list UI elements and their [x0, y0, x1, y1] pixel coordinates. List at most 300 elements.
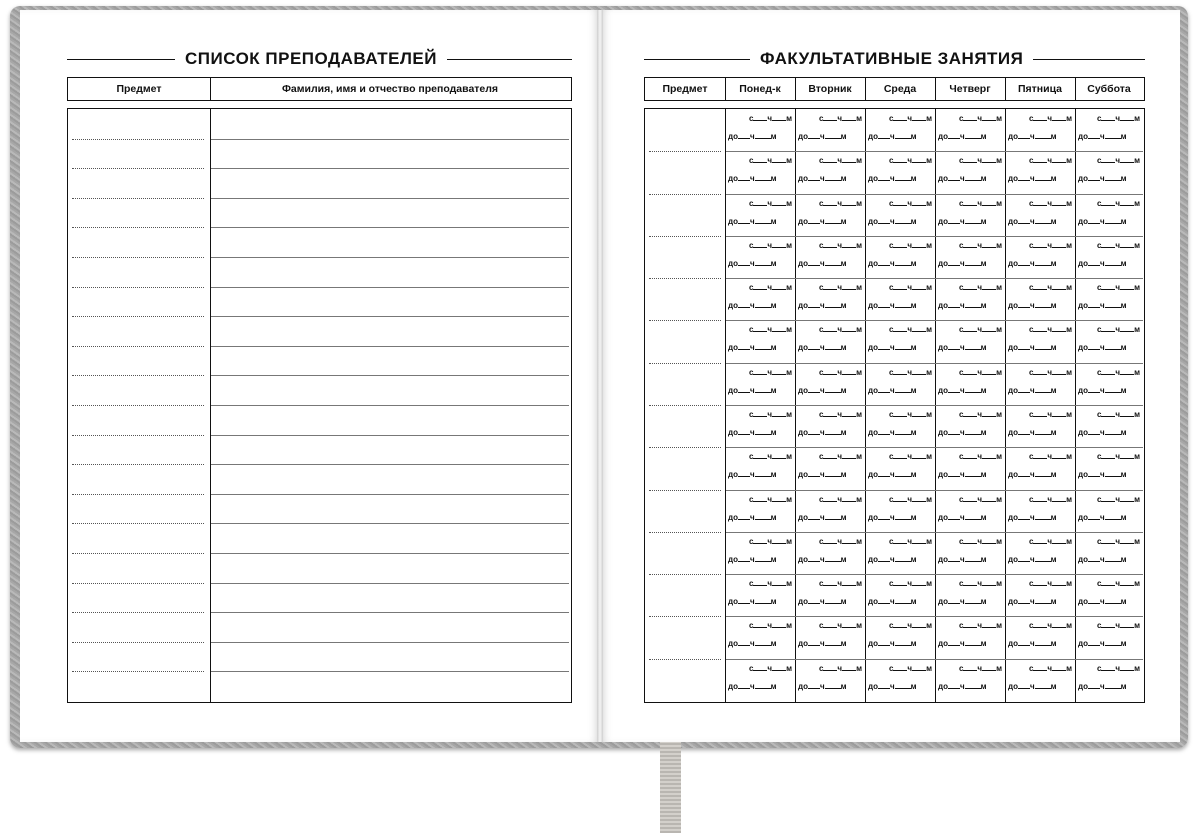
time-slot-cell[interactable] [865, 278, 935, 320]
time-from-line: с ч м [818, 198, 862, 208]
time-slot-cell[interactable] [1075, 447, 1143, 489]
time-from-line: с ч м [1028, 663, 1072, 673]
subject-row-line [649, 659, 721, 660]
time-slot-cell[interactable] [795, 532, 865, 574]
header-wednesday: Среда [883, 83, 917, 95]
time-slot-cell[interactable] [795, 278, 865, 320]
time-slot-cell[interactable] [1005, 363, 1075, 405]
header-teacher-name: Фамилия, имя и отчество преподавателя [281, 83, 499, 95]
time-slot-cell[interactable] [935, 194, 1005, 236]
time-to-line: до ч м [1078, 470, 1127, 480]
time-from-line: с ч м [888, 240, 932, 250]
time-to-line: до ч м [1078, 132, 1127, 141]
time-from-line: с ч м [1096, 452, 1140, 462]
time-slot-cell[interactable] [1005, 320, 1075, 362]
time-slot-cell[interactable] [865, 616, 935, 658]
time-to-line: до ч м [1078, 385, 1127, 395]
time-slot-cell[interactable] [725, 109, 795, 151]
time-from-line: с ч м [748, 410, 792, 419]
time-from-line: с ч м [748, 621, 792, 631]
time-to-line: до ч м [938, 681, 987, 691]
time-from-line: с ч м [888, 283, 932, 293]
subject-row-line [649, 405, 721, 406]
time-to-line: до ч м [798, 174, 847, 184]
time-to-line: до ч м [1008, 132, 1057, 141]
header-monday: Понед-к [739, 83, 781, 95]
subject-row-line [649, 320, 721, 321]
time-slot-cell[interactable] [865, 363, 935, 405]
teacher-row-line [211, 257, 569, 258]
time-from-line: с ч м [1028, 621, 1072, 631]
time-to-line: до ч м [868, 258, 917, 268]
time-from-line: с ч м [818, 579, 862, 589]
time-to-line: до ч м [1008, 428, 1057, 437]
teacher-row-line [211, 583, 569, 584]
time-slot-cell[interactable] [795, 151, 865, 193]
time-slot-cell[interactable] [935, 363, 1005, 405]
bookmark-ribbon[interactable] [660, 742, 681, 833]
time-slot-cell[interactable] [795, 659, 865, 701]
time-slot-cell[interactable] [935, 109, 1005, 151]
time-slot-cell[interactable] [1075, 659, 1143, 701]
time-slot-cell[interactable] [1005, 659, 1075, 701]
time-from-line: с ч м [1028, 367, 1072, 377]
time-from-line: с ч м [1028, 452, 1072, 462]
time-from-line: с ч м [888, 663, 932, 673]
header-subject: Предмет [116, 83, 162, 95]
time-slot-cell[interactable] [865, 109, 935, 151]
time-from-line: с ч м [1028, 536, 1072, 546]
time-to-line: до ч м [938, 216, 987, 226]
time-from-line: с ч м [748, 579, 792, 589]
time-from-line: с ч м [888, 410, 932, 419]
time-slot-cell[interactable] [725, 278, 795, 320]
time-to-line: до ч м [798, 681, 847, 691]
time-slot-cell[interactable] [1005, 236, 1075, 278]
teacher-row-line [72, 287, 204, 288]
time-slot-cell[interactable] [1075, 194, 1143, 236]
time-slot-cell[interactable] [935, 574, 1005, 616]
time-slot-cell[interactable] [725, 151, 795, 193]
time-to-line: до ч м [868, 216, 917, 226]
time-to-line: до ч м [728, 343, 777, 353]
time-to-line: до ч м [1008, 301, 1057, 311]
time-from-line: с ч м [1096, 240, 1140, 250]
time-slot-cell[interactable] [795, 447, 865, 489]
electives-table [644, 108, 1145, 703]
time-to-line: до ч м [1078, 428, 1127, 437]
time-from-line: с ч м [888, 325, 932, 335]
time-slot-cell[interactable] [1005, 490, 1075, 532]
time-from-line: с ч м [818, 663, 862, 673]
time-to-line: до ч м [798, 512, 847, 522]
time-from-line: с ч м [958, 536, 1002, 546]
time-slot-cell[interactable] [1005, 616, 1075, 658]
time-to-line: до ч м [938, 343, 987, 353]
time-from-line: с ч м [1096, 494, 1140, 504]
time-to-line: до ч м [1008, 216, 1057, 226]
teacher-row-line [72, 671, 204, 672]
time-slot-cell[interactable] [1005, 532, 1075, 574]
subject-row-line [649, 363, 721, 364]
time-slot-cell[interactable] [725, 320, 795, 362]
time-slot-cell[interactable] [935, 320, 1005, 362]
teacher-row-line [72, 494, 204, 495]
header-saturday: Суббота [1087, 83, 1131, 95]
time-slot-cell[interactable] [1075, 320, 1143, 362]
time-to-line: до ч м [938, 132, 987, 141]
time-to-line: до ч м [868, 681, 917, 691]
time-slot-cell[interactable] [935, 151, 1005, 193]
time-to-line: до ч м [728, 132, 777, 141]
subject-row-line [649, 447, 721, 448]
time-slot-cell[interactable] [725, 659, 795, 701]
time-slot-cell[interactable] [1005, 194, 1075, 236]
time-from-line: с ч м [1028, 410, 1072, 419]
time-to-line: до ч м [798, 258, 847, 268]
time-to-line: до ч м [1008, 681, 1057, 691]
time-slot-cell[interactable] [935, 236, 1005, 278]
time-from-line: с ч м [958, 240, 1002, 250]
time-to-line: до ч м [728, 385, 777, 395]
time-from-line: с ч м [958, 579, 1002, 589]
time-slot-cell[interactable] [725, 405, 795, 447]
subject-row-line [649, 490, 721, 491]
teacher-row-line [211, 375, 569, 376]
time-slot-cell[interactable] [865, 405, 935, 447]
time-to-line: до ч м [728, 512, 777, 522]
time-slot-cell[interactable] [725, 574, 795, 616]
notebook-spine-gutter [597, 10, 603, 742]
teachers-table [67, 108, 572, 703]
time-to-line: до ч м [1008, 174, 1057, 184]
time-to-line: до ч м [728, 428, 777, 437]
time-slot-cell[interactable] [935, 405, 1005, 447]
teacher-row-line [211, 139, 569, 140]
time-slot-cell[interactable] [865, 659, 935, 701]
time-from-line: с ч м [958, 325, 1002, 335]
time-from-line: с ч м [888, 579, 932, 589]
time-from-line: с ч м [748, 240, 792, 250]
time-to-line: до ч м [938, 428, 987, 437]
teacher-row-line [72, 553, 204, 554]
time-from-line: с ч м [888, 114, 932, 123]
time-slot-cell[interactable] [725, 363, 795, 405]
time-to-line: до ч м [868, 174, 917, 184]
time-slot-cell[interactable] [1075, 616, 1143, 658]
time-to-line: до ч м [938, 512, 987, 522]
time-slot-cell[interactable] [725, 236, 795, 278]
time-from-line: с ч м [748, 663, 792, 673]
teacher-row-line [211, 316, 569, 317]
time-to-line: до ч м [798, 554, 847, 564]
time-slot-cell[interactable] [725, 447, 795, 489]
time-from-line: с ч м [958, 452, 1002, 462]
teacher-row-line [72, 257, 204, 258]
time-from-line: с ч м [1028, 494, 1072, 504]
time-slot-cell[interactable] [1005, 447, 1075, 489]
time-slot-cell[interactable] [865, 490, 935, 532]
teacher-row-line [211, 553, 569, 554]
time-to-line: до ч м [1008, 639, 1057, 649]
time-slot-cell[interactable] [935, 616, 1005, 658]
teacher-row-line [72, 583, 204, 584]
subject-row-line [649, 616, 721, 617]
time-slot-cell[interactable] [1075, 151, 1143, 193]
teacher-row-line [211, 168, 569, 169]
time-to-line: до ч м [1078, 512, 1127, 522]
time-slot-cell[interactable] [795, 616, 865, 658]
time-from-line: с ч м [958, 283, 1002, 293]
time-from-line: с ч м [888, 494, 932, 504]
time-from-line: с ч м [958, 114, 1002, 123]
time-slot-cell[interactable] [865, 447, 935, 489]
time-from-line: с ч м [1096, 114, 1140, 123]
time-slot-cell[interactable] [1075, 532, 1143, 574]
time-slot-cell[interactable] [865, 151, 935, 193]
time-slot-cell[interactable] [725, 490, 795, 532]
time-from-line: с ч м [818, 240, 862, 250]
time-from-line: с ч м [818, 283, 862, 293]
time-slot-cell[interactable] [1075, 574, 1143, 616]
time-from-line: с ч м [818, 536, 862, 546]
time-from-line: с ч м [1028, 283, 1072, 293]
time-from-line: с ч м [958, 367, 1002, 377]
header-friday: Пятница [1017, 83, 1063, 95]
time-from-line: с ч м [1028, 325, 1072, 335]
electives-table-header [644, 77, 1145, 101]
teacher-row-line [72, 346, 204, 347]
time-from-line: с ч м [1096, 579, 1140, 589]
header-thursday: Четверг [949, 83, 991, 95]
time-from-line: с ч м [1096, 621, 1140, 631]
time-to-line: до ч м [798, 343, 847, 353]
time-to-line: до ч м [1008, 385, 1057, 395]
teacher-row-line [211, 435, 569, 436]
time-from-line: с ч м [1028, 240, 1072, 250]
time-slot-cell[interactable] [935, 532, 1005, 574]
time-slot-cell[interactable] [1075, 363, 1143, 405]
time-from-line: с ч м [818, 156, 862, 166]
time-from-line: с ч м [888, 621, 932, 631]
time-to-line: до ч м [728, 301, 777, 311]
time-from-line: с ч м [1028, 114, 1072, 123]
time-to-line: до ч м [1078, 597, 1127, 607]
subject-row-line [649, 236, 721, 237]
teacher-row-line [72, 139, 204, 140]
time-from-line: с ч м [818, 494, 862, 504]
time-to-line: до ч м [798, 428, 847, 437]
time-slot-cell[interactable] [795, 363, 865, 405]
time-to-line: до ч м [1078, 639, 1127, 649]
subject-row-line [649, 151, 721, 152]
time-from-line: с ч м [748, 452, 792, 462]
time-slot-cell[interactable] [1005, 278, 1075, 320]
time-to-line: до ч м [728, 597, 777, 607]
time-from-line: с ч м [748, 114, 792, 123]
time-to-line: до ч м [798, 301, 847, 311]
time-slot-cell[interactable] [725, 194, 795, 236]
time-from-line: с ч м [958, 198, 1002, 208]
time-from-line: с ч м [1096, 325, 1140, 335]
time-to-line: до ч м [1078, 258, 1127, 268]
time-to-line: до ч м [1008, 597, 1057, 607]
time-to-line: до ч м [1078, 174, 1127, 184]
time-slot-cell[interactable] [1075, 405, 1143, 447]
time-to-line: до ч м [798, 470, 847, 480]
teacher-row-line [72, 435, 204, 436]
time-to-line: до ч м [938, 470, 987, 480]
time-to-line: до ч м [1008, 258, 1057, 268]
time-slot-cell[interactable] [935, 447, 1005, 489]
time-to-line: до ч м [868, 470, 917, 480]
time-to-line: до ч м [1008, 343, 1057, 353]
time-slot-cell[interactable] [1005, 405, 1075, 447]
time-slot-cell[interactable] [865, 532, 935, 574]
subject-row-line [649, 278, 721, 279]
time-to-line: до ч м [798, 132, 847, 141]
time-to-line: до ч м [938, 385, 987, 395]
time-slot-cell[interactable] [795, 109, 865, 151]
time-from-line: с ч м [888, 156, 932, 166]
subject-row-line [649, 574, 721, 575]
teacher-row-line [72, 375, 204, 376]
time-from-line: с ч м [748, 325, 792, 335]
teacher-row-line [211, 227, 569, 228]
time-slot-cell[interactable] [725, 532, 795, 574]
left-table-header [67, 77, 572, 101]
time-to-line: до ч м [1008, 470, 1057, 480]
time-to-line: до ч м [1078, 343, 1127, 353]
time-from-line: с ч м [888, 452, 932, 462]
time-to-line: до ч м [1008, 554, 1057, 564]
time-slot-cell[interactable] [1075, 278, 1143, 320]
time-slot-cell[interactable] [935, 278, 1005, 320]
time-slot-cell[interactable] [865, 194, 935, 236]
time-slot-cell[interactable] [725, 616, 795, 658]
time-from-line: с ч м [888, 198, 932, 208]
time-slot-cell[interactable] [795, 236, 865, 278]
time-from-line: с ч м [958, 621, 1002, 631]
time-to-line: до ч м [728, 554, 777, 564]
time-to-line: до ч м [728, 639, 777, 649]
teacher-row-line [211, 287, 569, 288]
time-to-line: до ч м [938, 597, 987, 607]
time-slot-cell[interactable] [935, 490, 1005, 532]
time-to-line: до ч м [938, 639, 987, 649]
teacher-row-line [211, 198, 569, 199]
time-slot-cell[interactable] [1075, 109, 1143, 151]
time-from-line: с ч м [1096, 198, 1140, 208]
time-to-line: до ч м [798, 216, 847, 226]
teacher-row-line [211, 671, 569, 672]
teacher-row-line [72, 642, 204, 643]
time-to-line: до ч м [868, 554, 917, 564]
time-to-line: до ч м [938, 554, 987, 564]
time-to-line: до ч м [1078, 216, 1127, 226]
time-from-line: с ч м [1096, 367, 1140, 377]
time-to-line: до ч м [868, 301, 917, 311]
left-page-title: СПИСОК ПРЕПОДАВАТЕЛЕЙ [175, 49, 447, 69]
teacher-row-line [72, 316, 204, 317]
time-slot-cell[interactable] [865, 574, 935, 616]
time-to-line: до ч м [868, 512, 917, 522]
time-from-line: с ч м [748, 156, 792, 166]
time-to-line: до ч м [798, 639, 847, 649]
time-from-line: с ч м [818, 367, 862, 377]
teacher-row-line [72, 168, 204, 169]
time-slot-cell[interactable] [1005, 574, 1075, 616]
time-slot-cell[interactable] [795, 490, 865, 532]
time-slot-cell[interactable] [795, 574, 865, 616]
time-to-line: до ч м [1078, 681, 1127, 691]
time-from-line: с ч м [1096, 283, 1140, 293]
time-from-line: с ч м [888, 367, 932, 377]
time-to-line: до ч м [1008, 512, 1057, 522]
time-from-line: с ч м [958, 410, 1002, 419]
time-from-line: с ч м [748, 198, 792, 208]
teacher-row-line [211, 523, 569, 524]
header-tuesday: Вторник [808, 83, 852, 95]
time-to-line: до ч м [728, 216, 777, 226]
time-to-line: до ч м [798, 597, 847, 607]
time-slot-cell[interactable] [865, 236, 935, 278]
teacher-row-line [211, 346, 569, 347]
time-slot-cell[interactable] [1075, 236, 1143, 278]
time-to-line: до ч м [728, 174, 777, 184]
time-to-line: до ч м [938, 258, 987, 268]
teacher-row-line [211, 612, 569, 613]
teacher-row-line [211, 464, 569, 465]
teacher-row-line [72, 523, 204, 524]
time-from-line: с ч м [748, 367, 792, 377]
time-from-line: с ч м [818, 114, 862, 123]
time-from-line: с ч м [1096, 663, 1140, 673]
time-to-line: до ч м [868, 343, 917, 353]
subject-row-line [649, 194, 721, 195]
time-to-line: до ч м [938, 174, 987, 184]
time-slot-cell[interactable] [795, 194, 865, 236]
time-to-line: до ч м [798, 385, 847, 395]
time-from-line: с ч м [748, 283, 792, 293]
time-from-line: с ч м [958, 156, 1002, 166]
time-slot-cell[interactable] [1075, 490, 1143, 532]
time-from-line: с ч м [818, 325, 862, 335]
teacher-row-line [211, 494, 569, 495]
time-to-line: до ч м [938, 301, 987, 311]
time-from-line: с ч м [1096, 156, 1140, 166]
subject-row-line [649, 532, 721, 533]
time-to-line: до ч м [1078, 554, 1127, 564]
time-slot-cell[interactable] [865, 320, 935, 362]
time-slot-cell[interactable] [795, 320, 865, 362]
time-from-line: с ч м [818, 410, 862, 419]
teacher-row-line [72, 405, 204, 406]
time-from-line: с ч м [1028, 156, 1072, 166]
time-slot-cell[interactable] [1005, 151, 1075, 193]
time-from-line: с ч м [818, 452, 862, 462]
time-from-line: с ч м [958, 494, 1002, 504]
time-slot-cell[interactable] [935, 659, 1005, 701]
time-from-line: с ч м [1028, 579, 1072, 589]
time-to-line: до ч м [728, 681, 777, 691]
time-from-line: с ч м [958, 663, 1002, 673]
time-slot-cell[interactable] [795, 405, 865, 447]
time-slot-cell[interactable] [1005, 109, 1075, 151]
time-from-line: с ч м [1096, 410, 1140, 419]
header-subject: Предмет [662, 83, 708, 95]
time-to-line: до ч м [868, 428, 917, 437]
